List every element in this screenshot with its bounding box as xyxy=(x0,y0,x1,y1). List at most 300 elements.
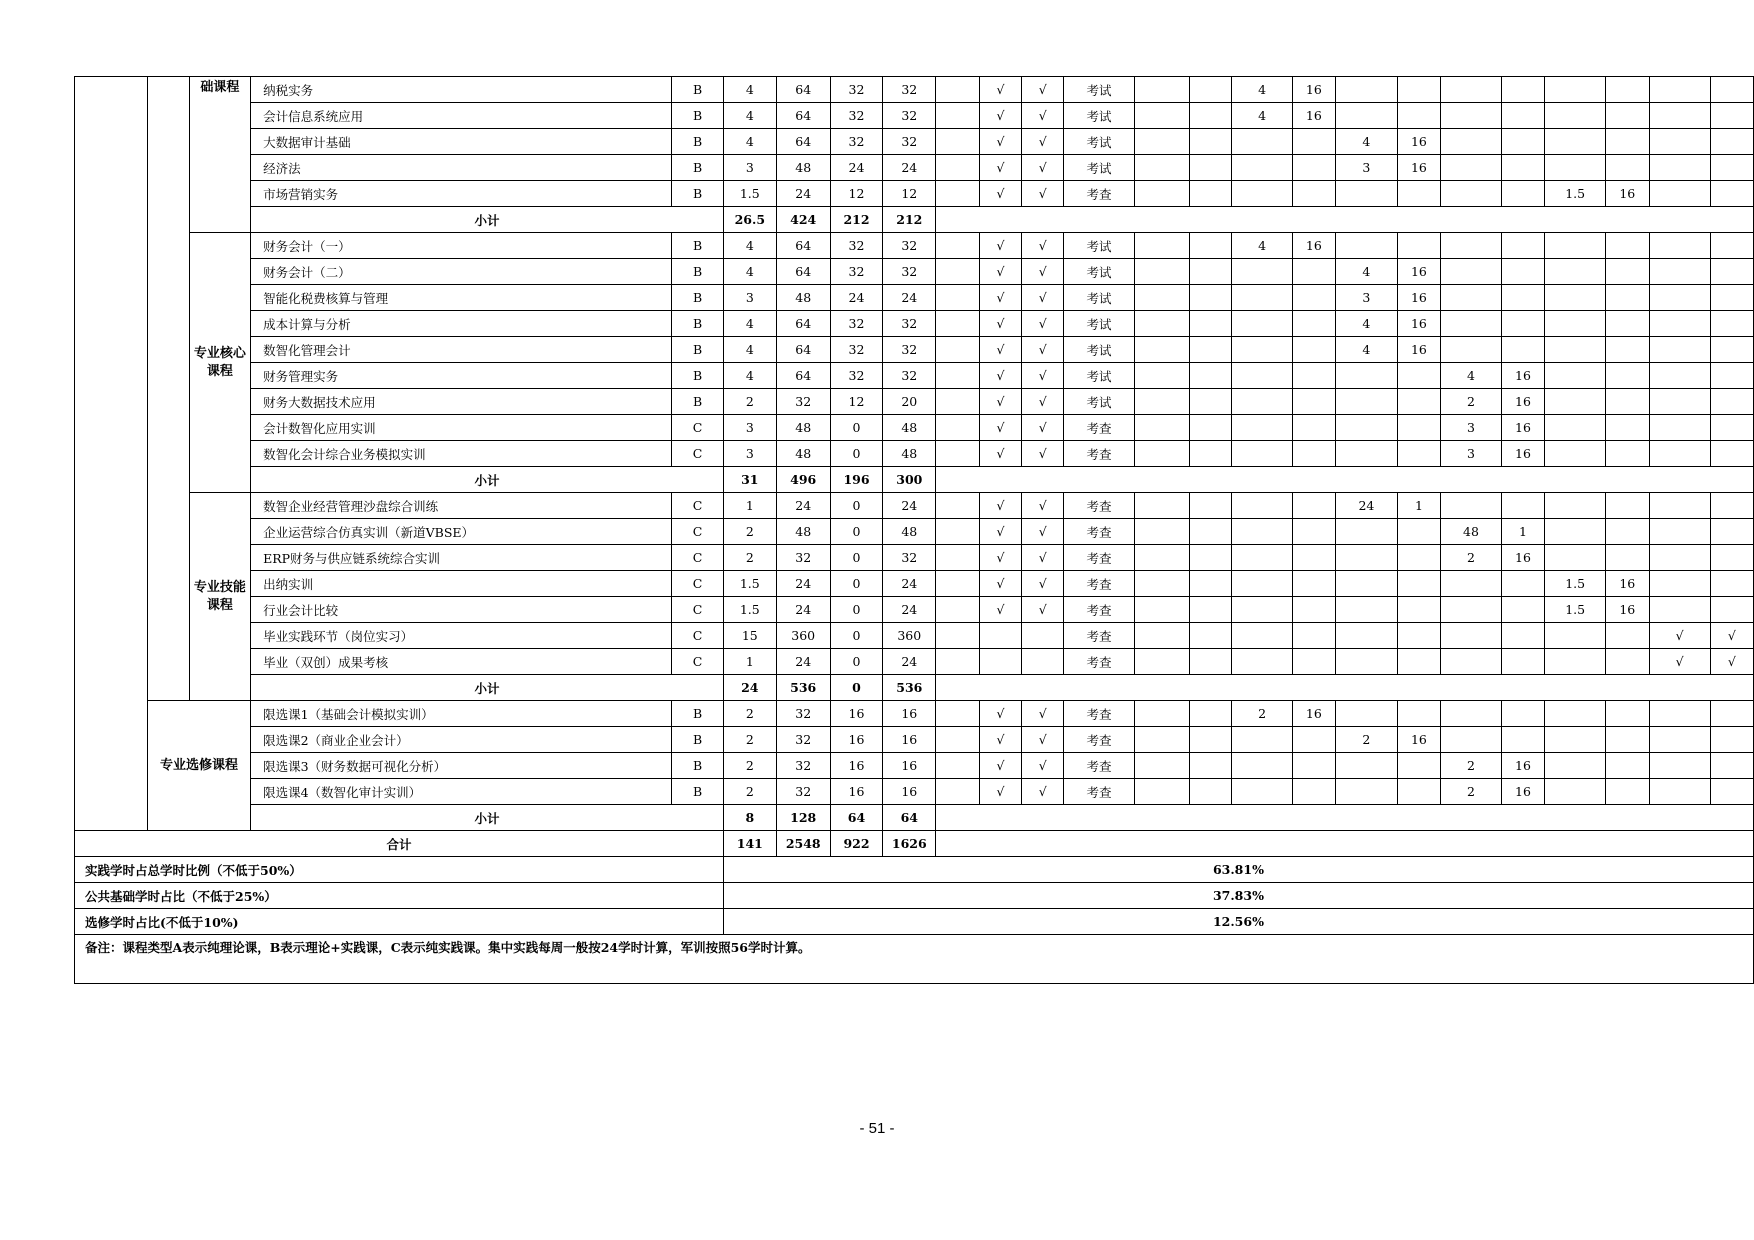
term-cell: 48 xyxy=(1441,519,1502,545)
term-cell xyxy=(1545,389,1606,415)
term-cell xyxy=(1189,285,1232,311)
check-cell: √ xyxy=(979,701,1021,727)
assessment-type: 考查 xyxy=(1064,597,1135,623)
course-name: 数智化会计综合业务模拟实训 xyxy=(251,441,672,467)
term-cell xyxy=(1545,311,1606,337)
course-credit: 3 xyxy=(723,415,776,441)
term-cell xyxy=(1336,103,1398,129)
blank-cell xyxy=(936,155,980,181)
table-row xyxy=(75,493,1754,519)
check-cell: √ xyxy=(1022,337,1064,363)
course-total: 24 xyxy=(776,597,830,623)
check-cell: √ xyxy=(1022,233,1064,259)
check-cell: √ xyxy=(1022,77,1064,103)
subtotal-total: 536 xyxy=(776,675,830,701)
term-cell: 2 xyxy=(1232,701,1292,727)
table-row xyxy=(75,701,1754,727)
term-cell xyxy=(1232,363,1292,389)
course-practice: 32 xyxy=(883,103,936,129)
table-row xyxy=(75,779,1754,805)
course-practice: 32 xyxy=(883,545,936,571)
term-cell xyxy=(1134,103,1189,129)
term-cell xyxy=(1606,701,1650,727)
term-cell: 16 xyxy=(1606,597,1650,623)
curriculum-table xyxy=(74,76,1754,984)
term-cell xyxy=(1292,415,1336,441)
course-credit: 4 xyxy=(723,259,776,285)
check-cell: √ xyxy=(1022,779,1064,805)
subtotal-practice: 536 xyxy=(883,675,936,701)
term-cell xyxy=(1336,623,1398,649)
term-cell xyxy=(1134,519,1189,545)
check-cell: √ xyxy=(979,779,1021,805)
table-row xyxy=(75,415,1754,441)
blank-cell xyxy=(936,571,980,597)
term-cell xyxy=(1501,233,1545,259)
assessment-type: 考试 xyxy=(1064,77,1135,103)
term-cell xyxy=(1545,649,1606,675)
term-cell: 16 xyxy=(1397,285,1441,311)
course-theory: 24 xyxy=(830,285,883,311)
term-cell xyxy=(1441,701,1502,727)
term-cell xyxy=(1232,129,1292,155)
check-cell: √ xyxy=(979,233,1021,259)
subtotal-row xyxy=(75,675,1754,701)
course-type: C xyxy=(672,623,724,649)
term-cell xyxy=(1397,77,1441,103)
term-cell xyxy=(1336,701,1398,727)
table-row xyxy=(75,597,1754,623)
check-cell xyxy=(1022,623,1064,649)
course-total: 64 xyxy=(776,129,830,155)
grand-total-practice: 1626 xyxy=(883,831,936,857)
term-cell: 16 xyxy=(1397,259,1441,285)
check-cell xyxy=(979,649,1021,675)
term-cell xyxy=(1336,233,1398,259)
check-cell: √ xyxy=(1022,389,1064,415)
course-type: B xyxy=(672,285,724,311)
assessment-type: 考试 xyxy=(1064,363,1135,389)
term-cell xyxy=(1292,649,1336,675)
course-name: 大数据审计基础 xyxy=(251,129,672,155)
term-cell xyxy=(1606,129,1650,155)
subtotal-row xyxy=(75,805,1754,831)
course-theory: 0 xyxy=(830,415,883,441)
term-cell xyxy=(1189,545,1232,571)
term-cell xyxy=(1710,363,1753,389)
term-cell: 4 xyxy=(1336,311,1398,337)
curriculum-sheet xyxy=(74,76,1754,984)
check-cell: √ xyxy=(1022,493,1064,519)
term-cell xyxy=(1606,623,1650,649)
course-credit: 4 xyxy=(723,337,776,363)
term-cell: 3 xyxy=(1441,415,1502,441)
check-cell: √ xyxy=(1022,753,1064,779)
term-cell xyxy=(1545,701,1606,727)
course-name: 限选课4（数智化审计实训） xyxy=(251,779,672,805)
term-cell xyxy=(1189,441,1232,467)
course-theory: 12 xyxy=(830,181,883,207)
term-cell xyxy=(1649,181,1710,207)
term-cell: 1 xyxy=(1501,519,1545,545)
term-cell xyxy=(1441,77,1502,103)
term-cell: 4 xyxy=(1441,363,1502,389)
term-cell xyxy=(1545,623,1606,649)
term-cell xyxy=(1545,103,1606,129)
term-cell xyxy=(1649,727,1710,753)
check-cell: √ xyxy=(979,181,1021,207)
term-cell xyxy=(1292,155,1336,181)
term-cell xyxy=(1189,155,1232,181)
course-practice: 48 xyxy=(883,519,936,545)
term-cell: 2 xyxy=(1441,753,1502,779)
assessment-type: 考试 xyxy=(1064,129,1135,155)
term-cell xyxy=(1606,415,1650,441)
term-cell: 2 xyxy=(1441,779,1502,805)
term-cell xyxy=(1545,519,1606,545)
course-name: 行业会计比较 xyxy=(251,597,672,623)
term-cell xyxy=(1134,233,1189,259)
term-cell xyxy=(1545,363,1606,389)
term-cell xyxy=(1292,623,1336,649)
term-cell xyxy=(1441,285,1502,311)
term-cell xyxy=(1501,727,1545,753)
course-theory: 16 xyxy=(830,753,883,779)
term-cell: √ xyxy=(1710,623,1753,649)
term-cell xyxy=(1606,545,1650,571)
course-practice: 16 xyxy=(883,701,936,727)
course-name: 成本计算与分析 xyxy=(251,311,672,337)
course-total: 24 xyxy=(776,493,830,519)
term-cell xyxy=(1134,727,1189,753)
term-cell xyxy=(1134,311,1189,337)
term-cell xyxy=(1649,441,1710,467)
course-name: ERP财务与供应链系统综合实训 xyxy=(251,545,672,571)
grand-total-total: 2548 xyxy=(776,831,830,857)
term-cell: 16 xyxy=(1292,233,1336,259)
blank-cell xyxy=(936,649,980,675)
term-cell xyxy=(1189,701,1232,727)
assessment-type: 考试 xyxy=(1064,259,1135,285)
term-cell xyxy=(1710,129,1753,155)
check-cell: √ xyxy=(1022,701,1064,727)
term-cell xyxy=(1501,597,1545,623)
table-row xyxy=(75,181,1754,207)
term-cell xyxy=(1606,727,1650,753)
term-cell xyxy=(1397,519,1441,545)
term-cell xyxy=(1710,415,1753,441)
blank-cell xyxy=(936,467,1754,493)
course-theory: 32 xyxy=(830,363,883,389)
course-theory: 32 xyxy=(830,311,883,337)
term-cell xyxy=(1710,545,1753,571)
term-cell xyxy=(1134,181,1189,207)
term-cell: 16 xyxy=(1501,545,1545,571)
subtotal-credit: 31 xyxy=(723,467,776,493)
check-cell: √ xyxy=(979,103,1021,129)
assessment-type: 考查 xyxy=(1064,493,1135,519)
term-cell xyxy=(1501,649,1545,675)
course-type: B xyxy=(672,155,724,181)
term-cell xyxy=(1397,649,1441,675)
term-cell xyxy=(1441,259,1502,285)
course-name: 企业运营综合仿真实训（新道VBSE） xyxy=(251,519,672,545)
assessment-type: 考查 xyxy=(1064,753,1135,779)
check-cell: √ xyxy=(979,545,1021,571)
term-cell xyxy=(1710,441,1753,467)
course-total: 32 xyxy=(776,727,830,753)
term-cell xyxy=(1134,415,1189,441)
assessment-type: 考查 xyxy=(1064,519,1135,545)
term-cell: 16 xyxy=(1292,103,1336,129)
blank-cell xyxy=(936,675,1754,701)
term-cell: 1 xyxy=(1397,493,1441,519)
stat-row xyxy=(75,857,1754,883)
term-cell xyxy=(1606,285,1650,311)
term-cell: √ xyxy=(1710,649,1753,675)
term-cell xyxy=(1545,285,1606,311)
course-credit: 4 xyxy=(723,233,776,259)
check-cell: √ xyxy=(1022,519,1064,545)
course-total: 360 xyxy=(776,623,830,649)
term-cell xyxy=(1189,493,1232,519)
course-practice: 24 xyxy=(883,649,936,675)
term-cell xyxy=(1336,753,1398,779)
assessment-type: 考查 xyxy=(1064,623,1135,649)
check-cell xyxy=(1022,649,1064,675)
term-cell xyxy=(1501,77,1545,103)
course-total: 64 xyxy=(776,233,830,259)
term-cell: 16 xyxy=(1501,415,1545,441)
course-practice: 20 xyxy=(883,389,936,415)
check-cell: √ xyxy=(979,597,1021,623)
blank-cell xyxy=(936,285,980,311)
term-cell xyxy=(1649,753,1710,779)
term-cell xyxy=(1606,233,1650,259)
term-cell: 16 xyxy=(1397,311,1441,337)
term-cell xyxy=(1545,233,1606,259)
term-cell xyxy=(1545,337,1606,363)
course-name: 限选课1（基础会计模拟实训） xyxy=(251,701,672,727)
term-cell xyxy=(1134,259,1189,285)
blank-cell xyxy=(936,441,980,467)
course-type: B xyxy=(672,233,724,259)
blank-cell xyxy=(936,389,980,415)
term-cell xyxy=(1134,779,1189,805)
term-cell xyxy=(1441,233,1502,259)
assessment-type: 考查 xyxy=(1064,545,1135,571)
table-row xyxy=(75,363,1754,389)
term-cell xyxy=(1189,77,1232,103)
term-cell xyxy=(1710,753,1753,779)
term-cell xyxy=(1292,311,1336,337)
term-cell xyxy=(1606,155,1650,181)
term-cell xyxy=(1545,77,1606,103)
note-row xyxy=(75,935,1754,984)
term-cell xyxy=(1649,311,1710,337)
group-label: 础课程 xyxy=(189,77,250,233)
term-cell xyxy=(1710,103,1753,129)
term-cell xyxy=(1336,181,1398,207)
term-cell xyxy=(1232,623,1292,649)
term-cell xyxy=(1232,753,1292,779)
remark-text: 备注：课程类型A表示纯理论课，B表示理论+实践课，C表示纯实践课。集中实践每周一般按24学时计算，军训按照56学时计算。 xyxy=(75,935,1754,984)
term-cell xyxy=(1441,129,1502,155)
term-cell xyxy=(1441,103,1502,129)
term-cell: 16 xyxy=(1292,701,1336,727)
course-theory: 32 xyxy=(830,77,883,103)
blank-cell xyxy=(936,363,980,389)
subtotal-label: 小计 xyxy=(251,207,724,233)
course-credit: 1.5 xyxy=(723,571,776,597)
term-cell xyxy=(1232,597,1292,623)
course-type: C xyxy=(672,493,724,519)
term-cell: √ xyxy=(1649,623,1710,649)
term-cell xyxy=(1232,519,1292,545)
course-total: 48 xyxy=(776,155,830,181)
blank-cell xyxy=(936,701,980,727)
term-cell xyxy=(1134,155,1189,181)
course-name: 出纳实训 xyxy=(251,571,672,597)
course-total: 64 xyxy=(776,311,830,337)
term-cell xyxy=(1292,285,1336,311)
course-credit: 3 xyxy=(723,441,776,467)
term-cell xyxy=(1336,77,1398,103)
term-cell xyxy=(1545,441,1606,467)
table-row xyxy=(75,259,1754,285)
course-total: 32 xyxy=(776,545,830,571)
term-cell xyxy=(1710,701,1753,727)
term-cell xyxy=(1189,415,1232,441)
term-cell xyxy=(1501,285,1545,311)
term-cell xyxy=(1649,337,1710,363)
blank-cell xyxy=(936,337,980,363)
term-cell xyxy=(1710,519,1753,545)
course-credit: 2 xyxy=(723,389,776,415)
term-cell xyxy=(1134,77,1189,103)
course-theory: 32 xyxy=(830,103,883,129)
course-type: C xyxy=(672,441,724,467)
term-cell: 16 xyxy=(1397,727,1441,753)
term-cell xyxy=(1606,311,1650,337)
course-credit: 2 xyxy=(723,701,776,727)
term-cell xyxy=(1649,519,1710,545)
check-cell: √ xyxy=(979,363,1021,389)
course-credit: 2 xyxy=(723,519,776,545)
course-type: B xyxy=(672,181,724,207)
page-number: - 51 - xyxy=(859,1120,895,1137)
course-theory: 16 xyxy=(830,779,883,805)
term-cell xyxy=(1189,363,1232,389)
term-cell: 1.5 xyxy=(1545,597,1606,623)
term-cell: 2 xyxy=(1336,727,1398,753)
term-cell xyxy=(1501,623,1545,649)
check-cell: √ xyxy=(1022,259,1064,285)
term-cell xyxy=(1336,415,1398,441)
term-cell xyxy=(1134,129,1189,155)
check-cell: √ xyxy=(979,415,1021,441)
course-practice: 360 xyxy=(883,623,936,649)
grand-total-row xyxy=(75,831,1754,857)
course-total: 24 xyxy=(776,649,830,675)
term-cell xyxy=(1441,597,1502,623)
course-practice: 32 xyxy=(883,311,936,337)
check-cell: √ xyxy=(1022,181,1064,207)
term-cell xyxy=(1710,597,1753,623)
course-name: 经济法 xyxy=(251,155,672,181)
term-cell xyxy=(1649,363,1710,389)
term-cell xyxy=(1397,545,1441,571)
term-cell: 2 xyxy=(1441,545,1502,571)
term-cell xyxy=(1189,259,1232,285)
blank-cell xyxy=(936,753,980,779)
term-cell: 16 xyxy=(1606,571,1650,597)
term-cell xyxy=(1292,181,1336,207)
term-cell: 4 xyxy=(1336,337,1398,363)
subtotal-practice: 212 xyxy=(883,207,936,233)
term-cell xyxy=(1501,103,1545,129)
table-row xyxy=(75,311,1754,337)
term-cell xyxy=(1397,441,1441,467)
term-cell xyxy=(1134,285,1189,311)
term-cell xyxy=(1189,103,1232,129)
term-cell xyxy=(1336,545,1398,571)
term-cell xyxy=(1292,727,1336,753)
course-theory: 0 xyxy=(830,519,883,545)
term-cell xyxy=(1134,493,1189,519)
course-name: 数智企业经营管理沙盘综合训练 xyxy=(251,493,672,519)
table-row xyxy=(75,77,1754,103)
assessment-type: 考查 xyxy=(1064,701,1135,727)
term-cell xyxy=(1545,493,1606,519)
term-cell xyxy=(1397,597,1441,623)
check-cell: √ xyxy=(1022,129,1064,155)
blank-cell xyxy=(936,77,980,103)
table-row xyxy=(75,649,1754,675)
course-total: 32 xyxy=(776,779,830,805)
course-total: 64 xyxy=(776,363,830,389)
term-cell xyxy=(1336,363,1398,389)
course-practice: 48 xyxy=(883,441,936,467)
course-theory: 0 xyxy=(830,545,883,571)
term-cell xyxy=(1397,623,1441,649)
term-cell xyxy=(1606,779,1650,805)
course-practice: 24 xyxy=(883,285,936,311)
check-cell: √ xyxy=(1022,311,1064,337)
course-type: C xyxy=(672,545,724,571)
term-cell xyxy=(1134,649,1189,675)
term-cell xyxy=(1649,545,1710,571)
course-type: B xyxy=(672,363,724,389)
course-name: 毕业实践环节（岗位实习） xyxy=(251,623,672,649)
subtotal-practice: 64 xyxy=(883,805,936,831)
term-cell xyxy=(1710,155,1753,181)
term-cell xyxy=(1232,779,1292,805)
term-cell xyxy=(1336,571,1398,597)
blank-cell xyxy=(936,493,980,519)
blank-cell xyxy=(936,805,1754,831)
group-label: 专业选修课程 xyxy=(148,701,251,831)
course-theory: 0 xyxy=(830,649,883,675)
term-cell xyxy=(1606,519,1650,545)
course-total: 32 xyxy=(776,753,830,779)
term-cell xyxy=(1501,311,1545,337)
blank-cell xyxy=(936,727,980,753)
course-type: B xyxy=(672,311,724,337)
term-cell xyxy=(1232,571,1292,597)
course-practice: 32 xyxy=(883,337,936,363)
course-practice: 32 xyxy=(883,259,936,285)
